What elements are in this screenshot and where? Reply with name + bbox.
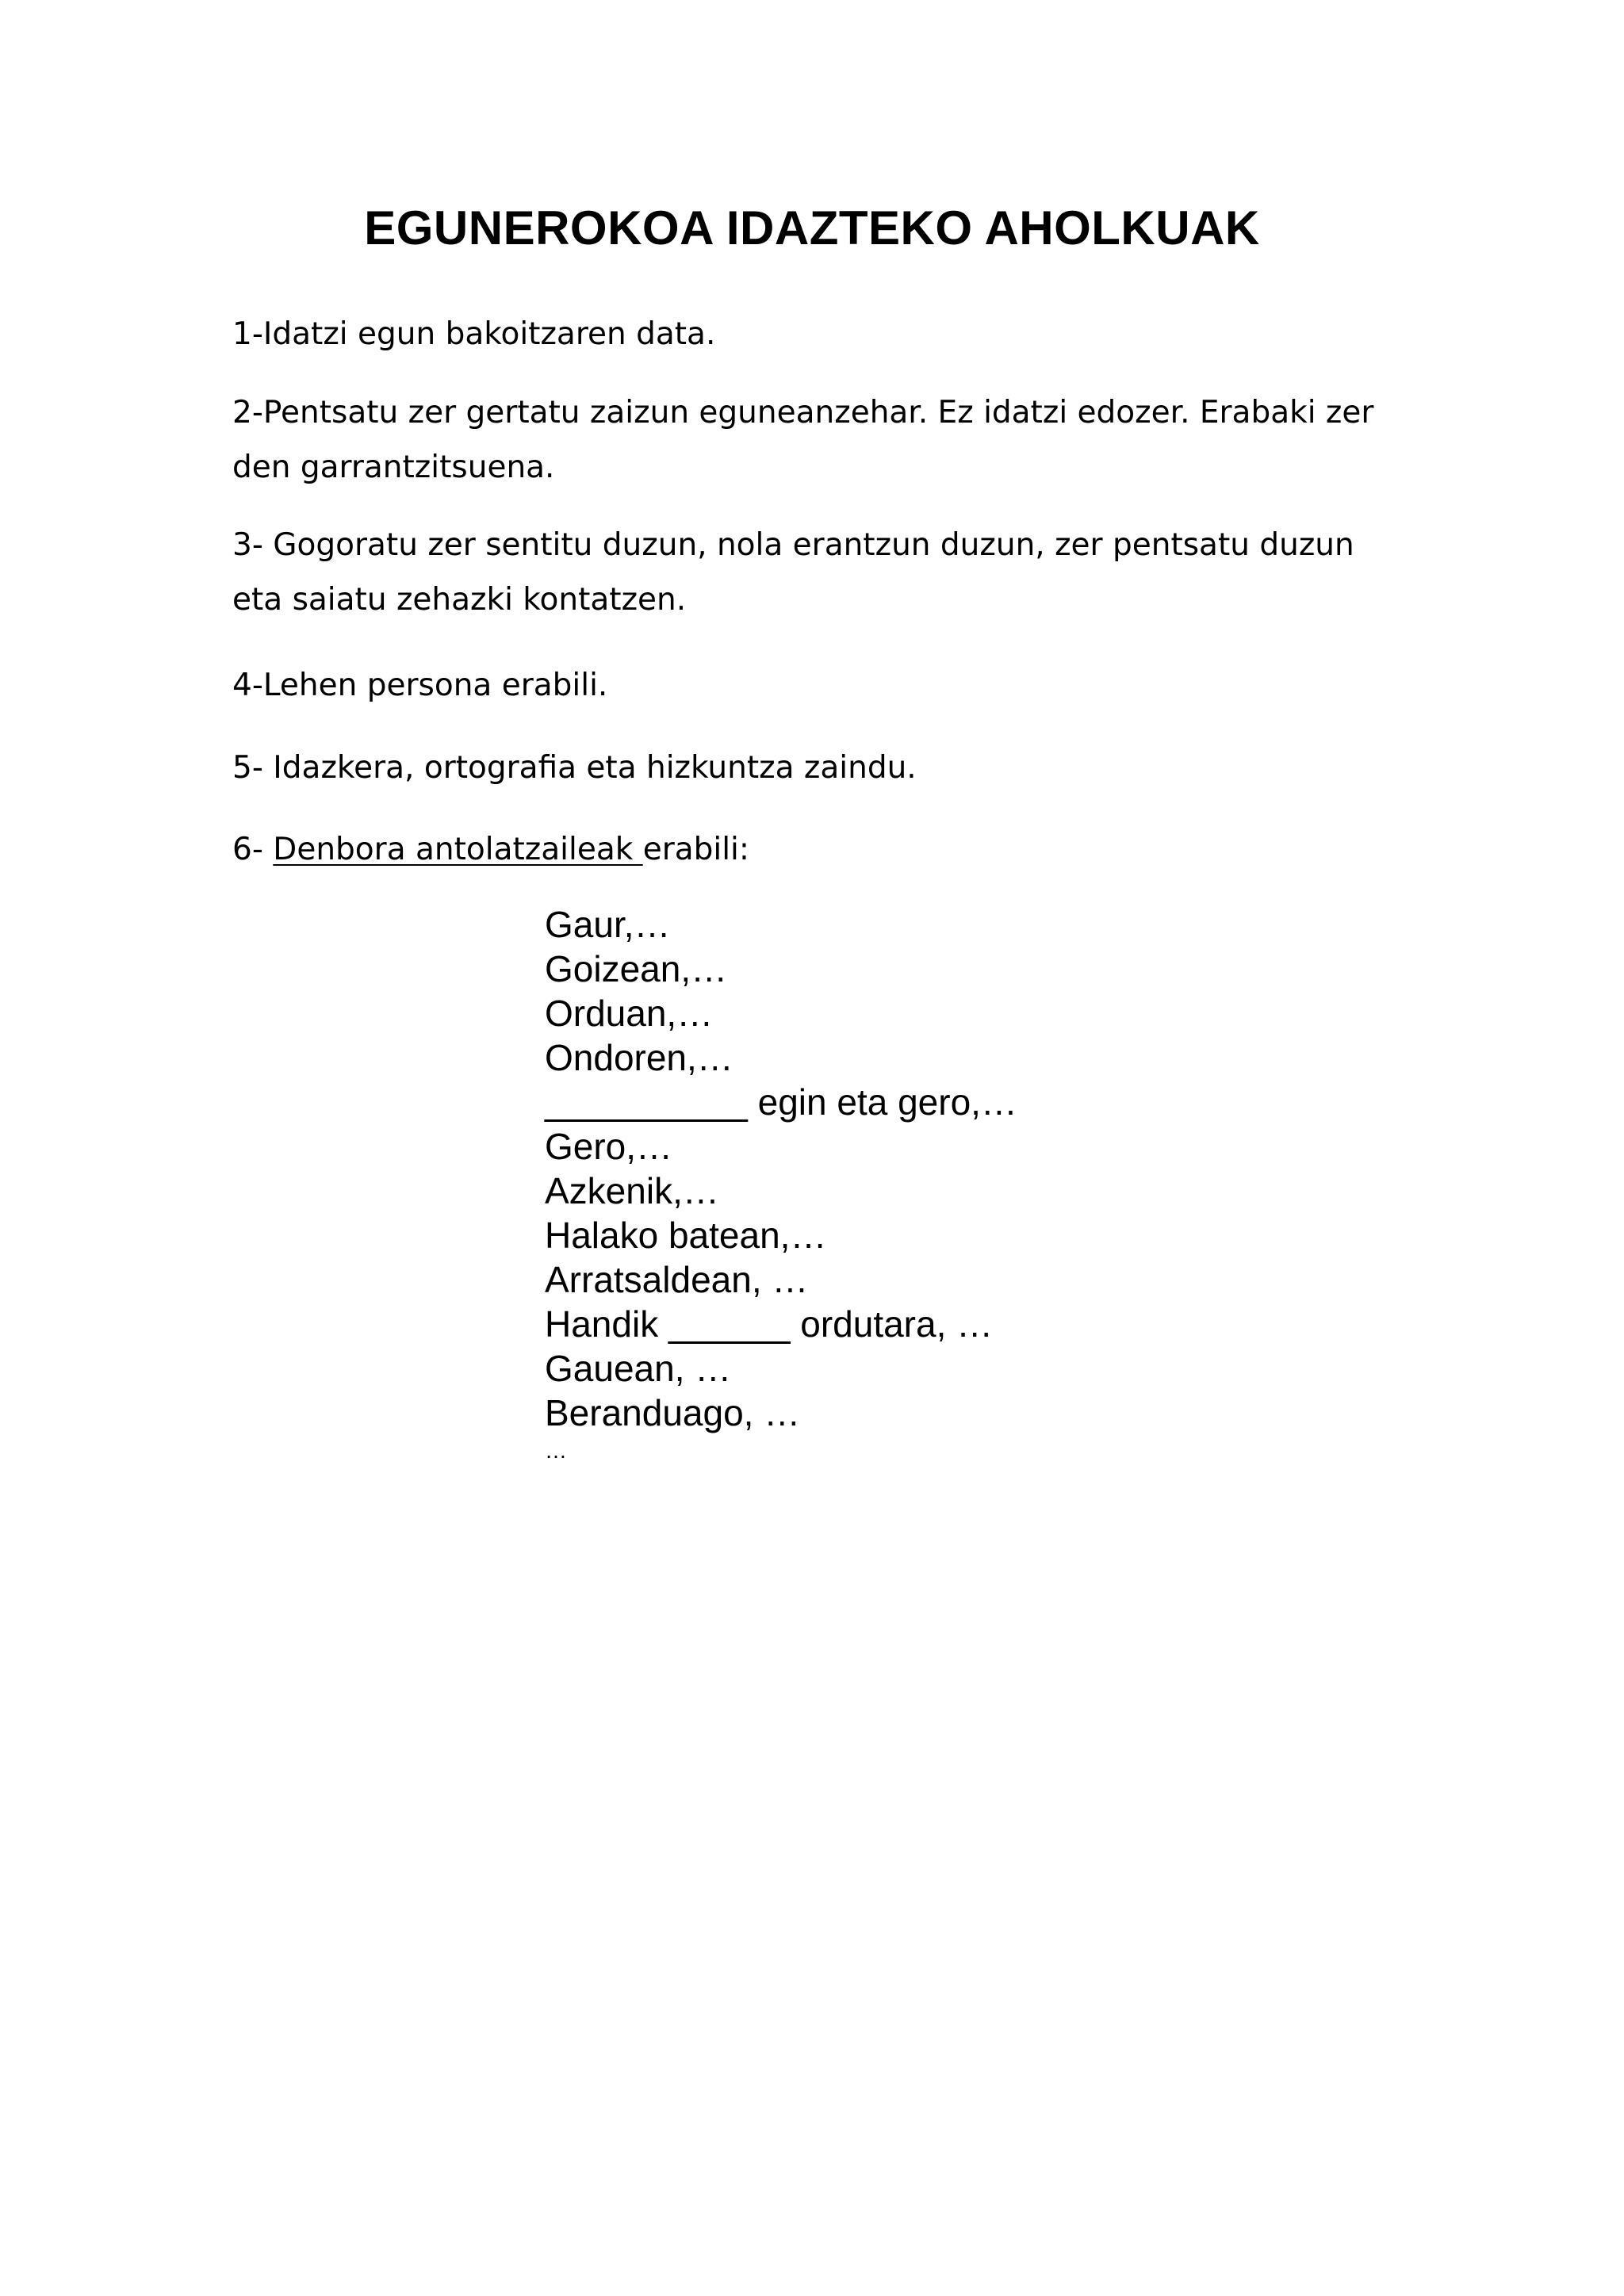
connector-item: Gaur,… [545, 904, 671, 945]
connector-item: Orduan,… [545, 993, 714, 1034]
connector-item: Beranduago, … [545, 1392, 801, 1433]
advice-item-4: 4-Lehen persona erabili. [232, 668, 608, 703]
connector-item: Halako batean,… [545, 1215, 827, 1256]
connector-item: __________ egin eta gero,… [545, 1081, 1017, 1123]
connector-item: Gero,… [545, 1126, 673, 1167]
advice-item-6 [232, 822, 1398, 877]
advice-item-3: 3- Gogoratu zer sentitu duzun, nola erantzun duzun, zer pentsatu duzun eta saiatu zehazki kontatzen. [232, 527, 1354, 618]
connector-item: Azkenik,… [545, 1170, 719, 1211]
connector-item: Handik ______ ordutara, … [545, 1303, 994, 1345]
time-connectors-list [545, 902, 1017, 1467]
page-title: EGUNEROKOA IDAZTEKO AHOLKUAK [364, 201, 1260, 254]
advice-item-6-number: 6- [232, 832, 274, 867]
advice-item-6-verb: erabili: [642, 832, 750, 867]
advice-item-1: 1-Idatzi egun bakoitzaren data. [232, 316, 716, 352]
time-connectors-term: Denbora antolatzaileak [273, 832, 643, 867]
connector-item: Gauean, … [545, 1348, 732, 1389]
advice-item-2: 2-Pentsatu zer gertatu zaizun eguneanzehar. Ez idatzi edozer. Erabaki zer den garrantzitsuena. [232, 395, 1374, 485]
connector-item: Ondoren,… [545, 1037, 733, 1078]
advice-item-5: 5- Idazkera, ortografia eta hizkuntza zaindu. [232, 750, 917, 786]
connector-item: Goizean,… [545, 948, 728, 989]
connector-ellipsis: … [545, 1438, 567, 1463]
connector-item: Arratsaldean, … [545, 1259, 809, 1300]
